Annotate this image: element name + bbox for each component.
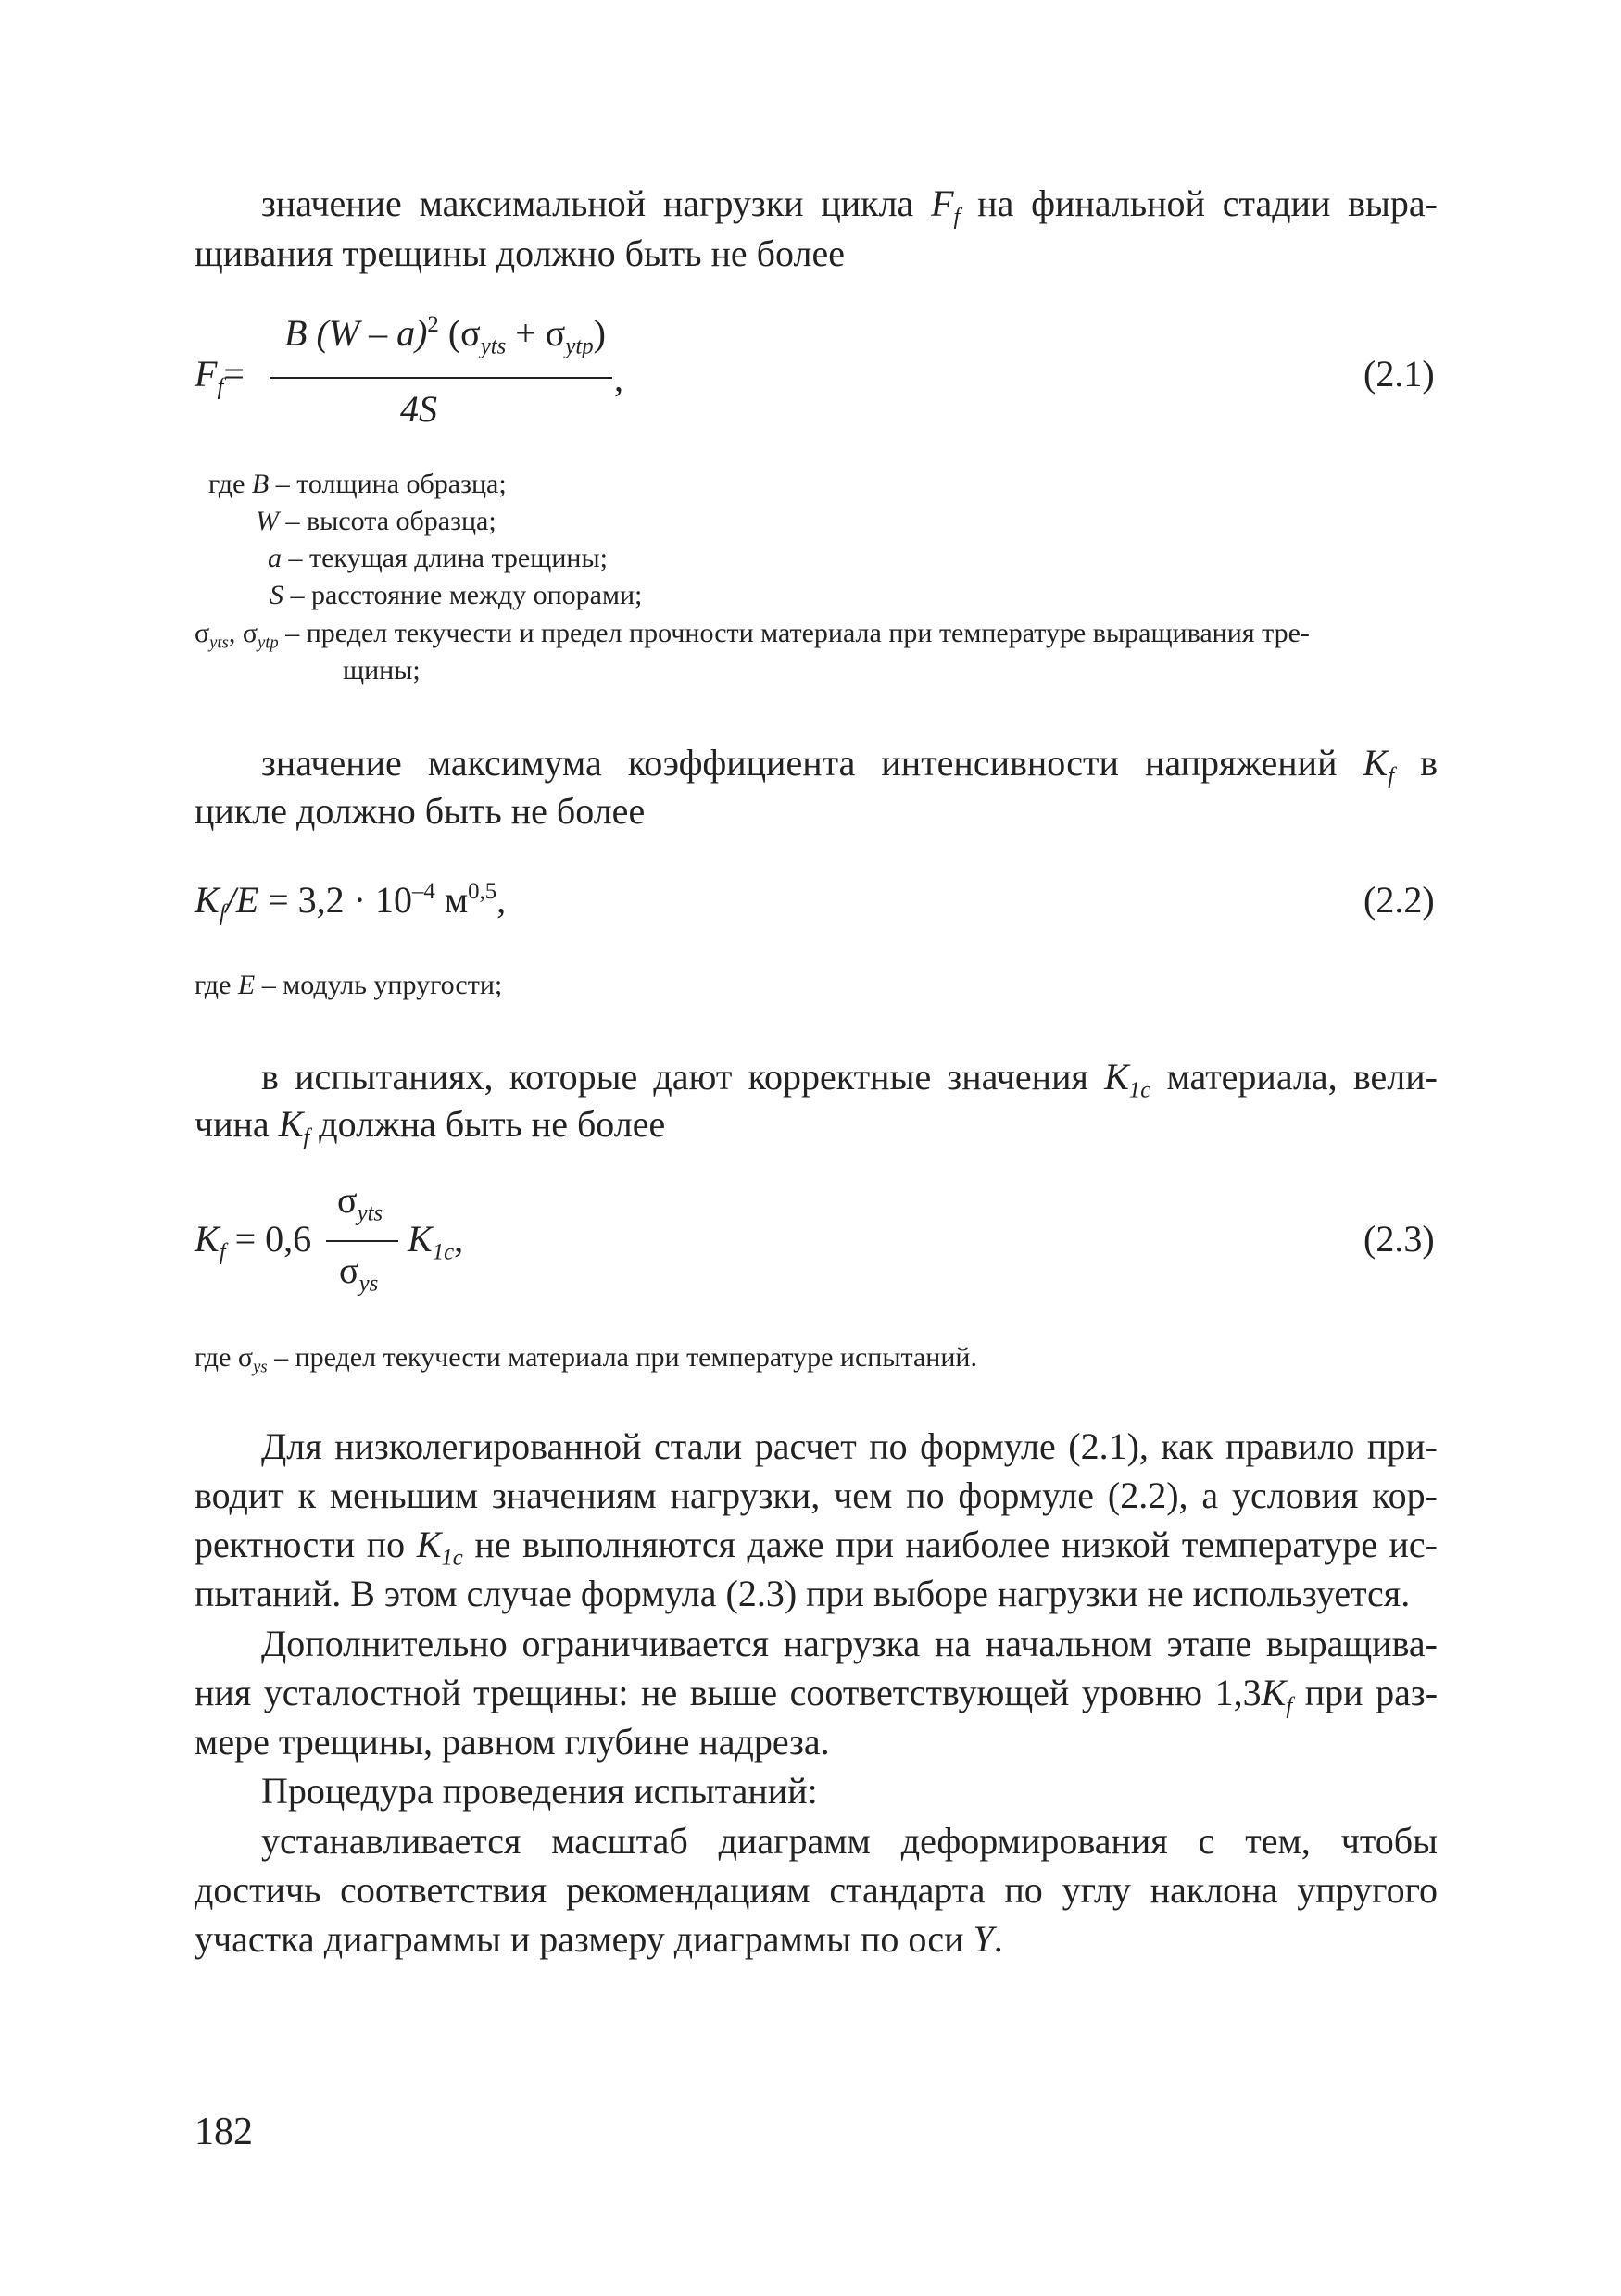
definition-line: щины; [343,655,421,685]
equation-rhs: $K_{1c}$, [408,1218,464,1265]
equation-number: (2.3) [1363,1218,1435,1260]
superscript: 2 [427,312,439,338]
subscript: f [219,1239,226,1265]
text: = [223,353,245,395]
subscript: yts [357,1200,383,1226]
subscript: f [303,1124,310,1150]
symbol: B [284,312,308,354]
paragraph-line: Дополнительно ограничивается нагрузка на начальном этапе выращива- [261,1623,1438,1664]
paragraph-line: в испытаниях, которые дают корректные значения $K_{1c}$ материала, вели- [261,1056,1438,1103]
subscript: f [1286,1693,1293,1719]
symbol: K [416,1524,442,1565]
paragraph-line: достичь соответствия рекомендациям стандарта по углу наклона упругого [195,1869,1438,1911]
symbol: K [1104,1056,1129,1098]
paragraph-line: Для низколегированной стали расчет по формуле (2.1), как правило при- [261,1425,1438,1467]
equation: $K_f/E = 3,2 \cdot 10^{-4}$ $м^{0,5}$, [195,879,507,926]
equation-number: (2.2) [1363,879,1435,921]
definition-line: W – высота образца; [256,506,496,536]
paragraph-line: Процедура проведения испытаний: [261,1770,818,1812]
symbol: E [237,970,256,1000]
paragraph-line: пытаний. В этом случае формула (2.3) при выборе нагрузки не используется. [195,1573,1411,1614]
definition-line: a – текущая длина трещины; [268,543,608,573]
symbol: Y [973,1918,994,1960]
paragraph-line: значение максимума коэффициента интенсивности напряжений $K_f$ в [261,742,1438,789]
text: ) [593,312,606,354]
superscript: –4 [412,879,435,905]
symbol: F [195,353,218,395]
text: (σ [438,312,481,354]
subscript: 1c [432,1239,455,1265]
text: на финальной стадии выра- [960,182,1438,224]
paragraph-line: водит к меньшим значениям нагрузки, чем по формуле (2.2), а условия кор- [195,1474,1438,1516]
definition-line: где B – толщина образца; [208,469,507,499]
symbol: a [268,543,282,573]
symbol: K [278,1103,304,1145]
paragraph-line: цикле должно быть не более [195,790,646,832]
symbol: K [1261,1672,1287,1713]
fraction-line [270,377,612,379]
subscript: f [217,374,224,400]
subscript: ys [358,1271,379,1297]
symbol: (W – a) [316,312,428,354]
equation-denominator: $\sigma_{ys}$ [339,1249,379,1297]
subscript: 1c [1128,1077,1151,1103]
definition-line: где $\sigma_{ys}$ – предел текучести материала при температуре испытаний. [195,1342,977,1377]
equation-numerator: $\sigma_{yts}$ [337,1179,383,1226]
equation-number: (2.1) [1363,353,1435,395]
equation-numerator [284,311,606,360]
symbol: K [195,879,220,921]
subscript: ytp [565,333,594,359]
text: значение максимальной нагрузки цикла [261,182,932,224]
fraction-line [326,1240,398,1242]
equation-lhs: $K_f = 0,6$ [195,1218,312,1265]
subscript: f [953,204,961,230]
equation-comma: , [614,358,623,399]
subscript: yts [480,333,507,359]
subscript: ys [253,1357,268,1377]
symbol: K [1363,742,1389,784]
symbol: K [408,1218,433,1260]
subscript: f [219,900,226,926]
paragraph-line: ния усталостной трещины: не выше соответствующей уровню $1,3K_f$ при раз- [195,1672,1439,1719]
symbol: W [256,506,279,536]
page-number: 182 [195,2111,253,2153]
definition-line: где E – модуль упругости; [195,970,503,1000]
equation-lhs [195,352,245,401]
definition-line: S – расстояние между опорами; [270,580,643,610]
symbol: F [931,182,954,224]
text: + σ [506,312,566,354]
paragraph-line: чина $K_f$ должна быть не более [195,1103,666,1150]
subscript: 1c [441,1545,463,1571]
paragraph-line: устанавливается масштаб диаграмм деформирования с тем, чтобы [261,1820,1438,1862]
symbol: K [195,1218,220,1260]
paragraph-line: ректности по $K_{1c}$ не выполняются даже при наиболее низкой температуре ис- [195,1524,1439,1571]
equation-denominator: 4S [400,388,437,430]
paragraph-line: участка диаграммы и размеру диаграммы по оси Y. [195,1918,1003,1960]
subscript: f [1388,763,1395,789]
definition-line: $\sigma_{yts}$, $\sigma_{ytp}$ – предел текучести и предел прочности материала при температуре выращивания тре- [195,618,1310,653]
paragraph-line: щивания трещины должно быть не более [195,232,845,274]
superscript: 0,5 [468,879,497,905]
symbol: S [270,580,283,610]
paragraph-line: мере трещины, равном глубине надреза. [195,1721,830,1763]
symbol: /E [225,879,259,921]
symbol: B [251,469,270,499]
